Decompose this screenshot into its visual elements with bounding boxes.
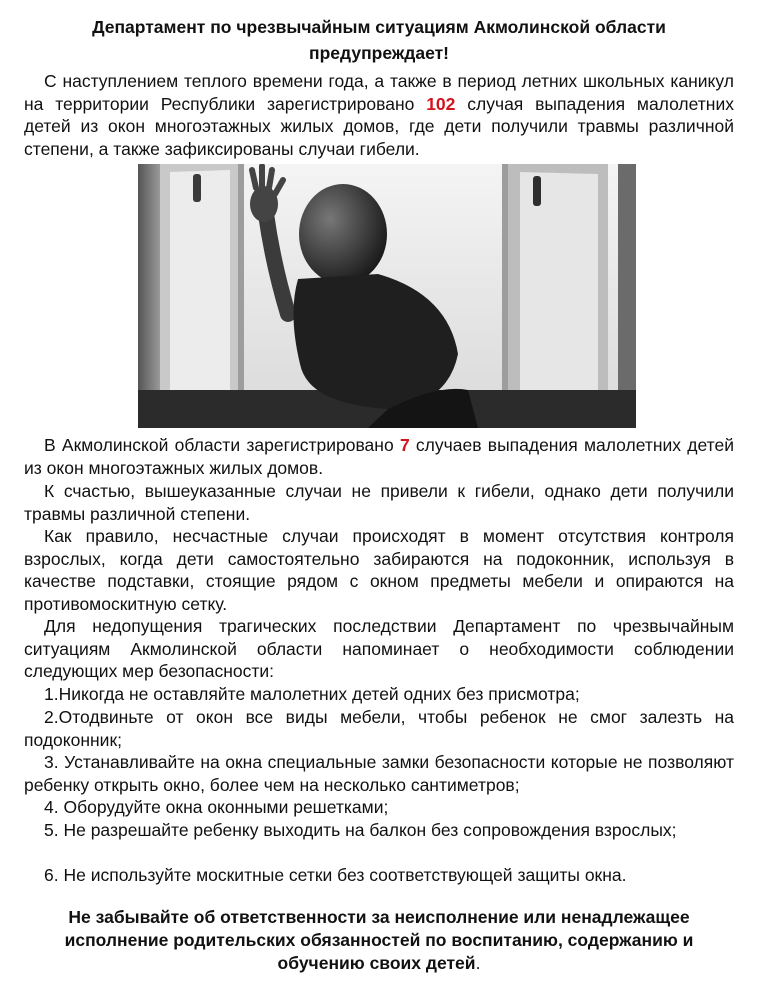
child-at-window-photo: [138, 164, 636, 428]
fortunately-paragraph: К счастью, вышеуказанные случаи не привели к гибели, однако дети получили травмы различной степени.: [24, 481, 734, 524]
rule-item-3: 3. Устанавливайте на окна специальные замки безопасности которые не позволяют ребенку открыть окно, более чем на несколько сантиметров;: [24, 752, 734, 795]
title-line-2: предупреждает!: [309, 43, 449, 63]
intro-paragraph: С наступлением теплого времени года, а также в период летних школьных каникул на территории Республики зарегистрировано 102 случая выпадения малолетних детей из окон многоэтажных жилых домов, где дети получили травмы различной степени, а также зафиксированы случаи гибели.: [24, 71, 734, 159]
rule-item-4: 4. Оборудуйте окна оконными решетками;: [44, 797, 389, 817]
rule-item-1: 1.Никогда не оставляйте малолетних детей одних без присмотра;: [44, 684, 580, 704]
document-title: [30, 14, 728, 66]
as-rule-paragraph: Как правило, несчастные случаи происходят в момент отсутствия контроля взрослых, когда дети самостоятельно забираются на подоконник, используя в качестве подставки, стоящие рядом с окном предметы мебели и опираются на противомоскитную сетку.: [24, 526, 734, 614]
title-line-1: Департамент по чрезвычайным ситуациям Акмолинской области: [92, 17, 666, 37]
rule-item-6: 6. Не используйте москитные сетки без соответствующей защиты окна.: [44, 865, 627, 885]
region-paragraph: В Акмолинской области зарегистрировано 7 случаев выпадения малолетних детей из окон многоэтажных жилых домов.: [24, 435, 734, 478]
national-case-count: 102: [426, 93, 456, 114]
region-case-count: 7: [399, 435, 410, 455]
responsibility-warning: Не забывайте об ответственности за неисполнение или ненадлежащее исполнение родительских обязанностей по воспитанию, содержанию и обучению своих детей.: [64, 907, 694, 973]
prevention-paragraph: Для недопущения трагических последствии Департамент по чрезвычайным ситуациям Акмолинской области напоминает о необходимости соблюдении следующих мер безопасности:: [24, 616, 734, 681]
rule-item-5: 5. Не разрешайте ребенку выходить на балкон без сопровождения взрослых;: [44, 820, 677, 840]
rule-item-2: 2.Отодвиньте от окон все виды мебели, чтобы ребенок не смог залезть на подоконник;: [24, 707, 734, 750]
